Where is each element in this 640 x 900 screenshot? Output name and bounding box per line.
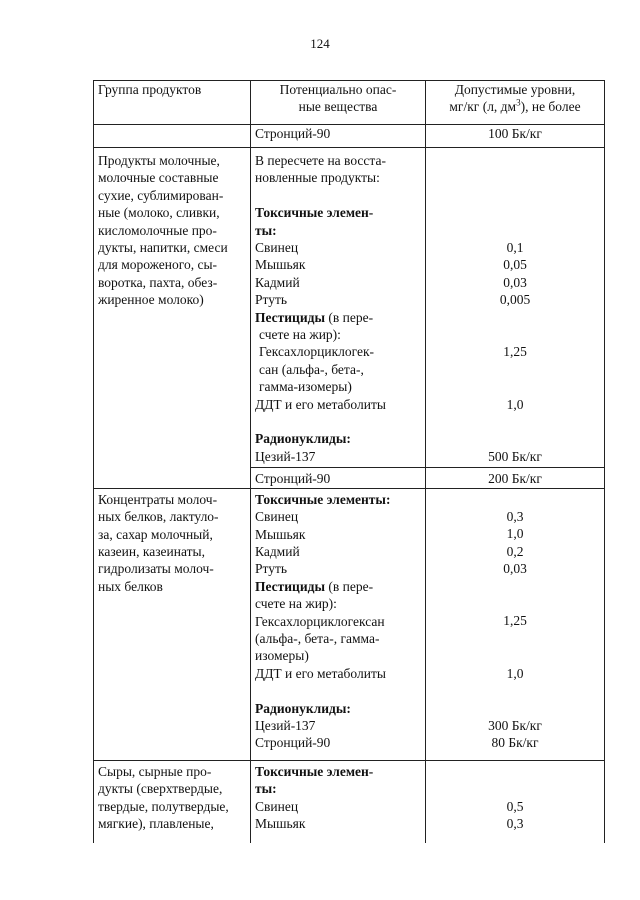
group-cell-cheese: Сыры, сырные про- дукты (сверхтвердые, твердые, полутвердые, мягкие), плавленые, [94,760,251,843]
limit-cell-dairy: 0,1 0,05 0,03 0,005 1,25 1,0 500 Бк/кг [426,148,605,468]
table-row [94,125,605,148]
table-header-row [94,81,605,125]
substance-cell: Стронций-90 [251,125,426,148]
table-row [94,148,605,468]
table-row [94,488,605,760]
limit-cell-dairy-sr: 200 Бк/кг [426,468,605,488]
group-cell-dairy: Продукты молочные, молочные составные сухие, сублимирован- ные (молоко, сливки, кисломолочные про- дукты, напитки, смеси для мороженого, сы- воротка, пахта, обез- жиренное молоко) [94,148,251,489]
group-cell-protein: Концентраты молоч- ных белков, лактуло- за, сахар молочный, казеин, казеинаты, гидролизаты молоч- ных белков [94,488,251,760]
substance-cell-dairy: В пересчете на восста- новленные продукты: Токсичные элемен- ты: Свинец Мышьяк Кадмий Ртуть Пестициды (в пере- счете на жир): Гексахлорциклогек- сан (альфа-, бета-, гамма-изомеры) ДДТ и его метаболиты Радионуклиды: Цезий-137 [251,148,426,468]
limit-cell-cheese: 0,5 0,3 [426,760,605,843]
substance-cell-protein: Токсичные элементы: Свинец Мышьяк Кадмий Ртуть Пестициды (в пере- счете на жир): Гексахлорциклогексан (альфа-, бета-, гамма- изомеры) ДДТ и его метаболиты Радионуклиды: Цезий-137 Стронций-90 [251,488,426,760]
table-row [94,760,605,843]
substance-cell-dairy-sr: Стронций-90 [251,468,426,488]
header-substances: Потенциально опас- ные вещества [251,81,426,125]
page-number: 124 [310,36,330,51]
substance-cell-cheese: Токсичные элемен- ты: Свинец Мышьяк [251,760,426,843]
header-limits: Допустимые уровни, мг/кг (л, $дм^3$), не более [426,81,605,125]
limit-cell: 100 Бк/кг [426,125,605,148]
header-product-group: Группа продуктов [94,81,251,125]
norms-table [93,80,605,843]
group-cell [94,125,251,148]
limit-cell-protein: 0,3 1,0 0,2 0,03 1,25 1,0 300 Бк/кг 80 Бк/кг [426,488,605,760]
